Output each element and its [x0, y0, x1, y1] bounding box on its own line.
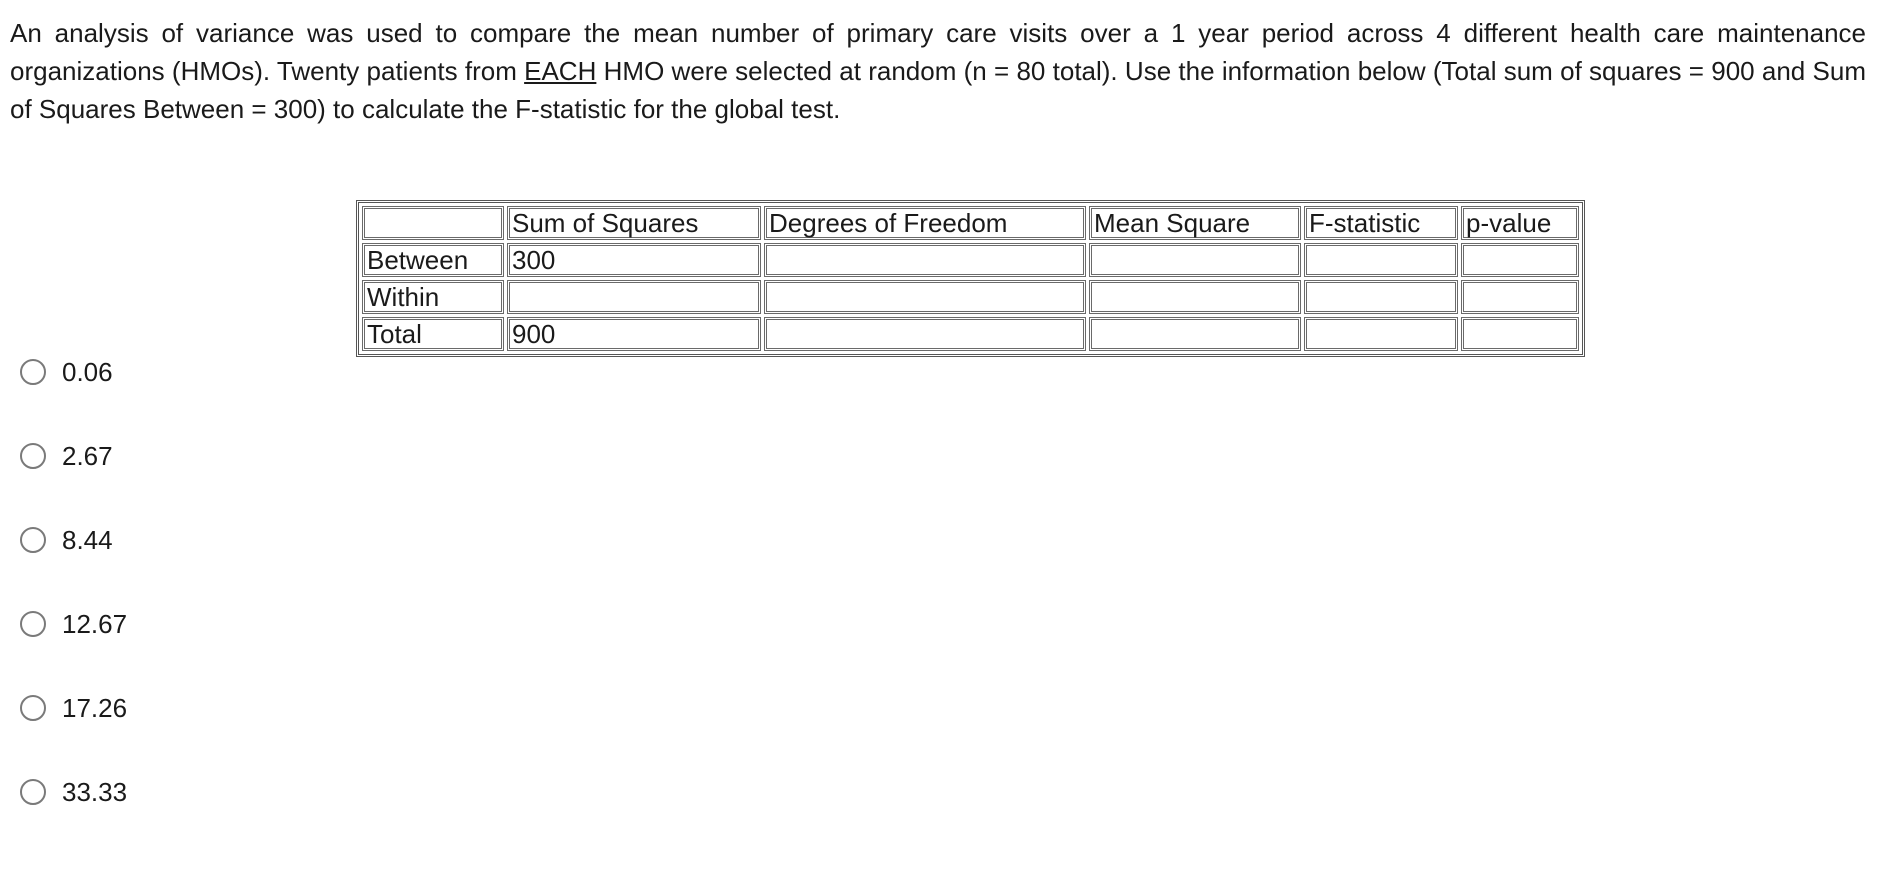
table-cell [1304, 243, 1458, 277]
table-row [362, 317, 1579, 351]
radio-button[interactable] [20, 527, 46, 553]
answer-option[interactable] [20, 357, 127, 387]
answer-options [20, 357, 127, 861]
table-cell [764, 317, 1086, 351]
table-cell [764, 243, 1086, 277]
question-emphasis: EACH [524, 56, 597, 86]
radio-button[interactable] [20, 695, 46, 721]
radio-button[interactable] [20, 443, 46, 469]
answer-option-label[interactable]: 8.44 [62, 525, 113, 555]
answer-option[interactable] [20, 609, 127, 639]
answer-option[interactable] [20, 525, 127, 555]
header-cell: Mean Square [1089, 206, 1301, 240]
header-cell: F-statistic [1304, 206, 1458, 240]
table-cell [1089, 280, 1301, 314]
header-cell: p-value [1461, 206, 1579, 240]
answer-option[interactable] [20, 777, 127, 807]
table-header-row [362, 206, 1579, 240]
answer-option[interactable] [20, 693, 127, 723]
table-cell [1461, 243, 1579, 277]
radio-button[interactable] [20, 779, 46, 805]
radio-button[interactable] [20, 611, 46, 637]
table-cell [764, 280, 1086, 314]
header-cell [362, 206, 504, 240]
table-cell [1304, 280, 1458, 314]
table-cell [1461, 280, 1579, 314]
question-part-1: An analysis of variance was used to compare the mean number of primary care visits over a 1 year period across 4 different health care maintenance organizations (HMOs). Twenty patients from [10, 18, 1866, 86]
table-row [362, 280, 1579, 314]
question-text [10, 14, 1866, 128]
table-cell [1089, 317, 1301, 351]
table-cell [1089, 243, 1301, 277]
answer-option-label[interactable]: 33.33 [62, 777, 128, 807]
header-cell: Degrees of Freedom [764, 206, 1086, 240]
answer-option-label[interactable]: 2.67 [62, 441, 113, 471]
anova-table [356, 200, 1585, 357]
answer-option-label[interactable]: 12.67 [62, 609, 128, 639]
row-label-cell: Total [362, 317, 504, 351]
table-cell: 900 [507, 317, 761, 351]
answer-option-label[interactable]: 0.06 [62, 357, 113, 387]
header-cell: Sum of Squares [507, 206, 761, 240]
table-cell [1461, 317, 1579, 351]
table-cell [1304, 317, 1458, 351]
radio-button[interactable] [20, 359, 46, 385]
row-label-cell: Within [362, 280, 504, 314]
answer-option-label[interactable]: 17.26 [62, 693, 128, 723]
table-row [362, 243, 1579, 277]
answer-option[interactable] [20, 441, 127, 471]
table-cell [507, 280, 761, 314]
row-label-cell: Between [362, 243, 504, 277]
question-part-2: HMO were selected at random (n = 80 total). Use the information below (Total sum of squares = 900 and Sum of Squares Between = 300) to calculate the F-statistic for the global test. [10, 56, 1866, 124]
table-cell: 300 [507, 243, 761, 277]
